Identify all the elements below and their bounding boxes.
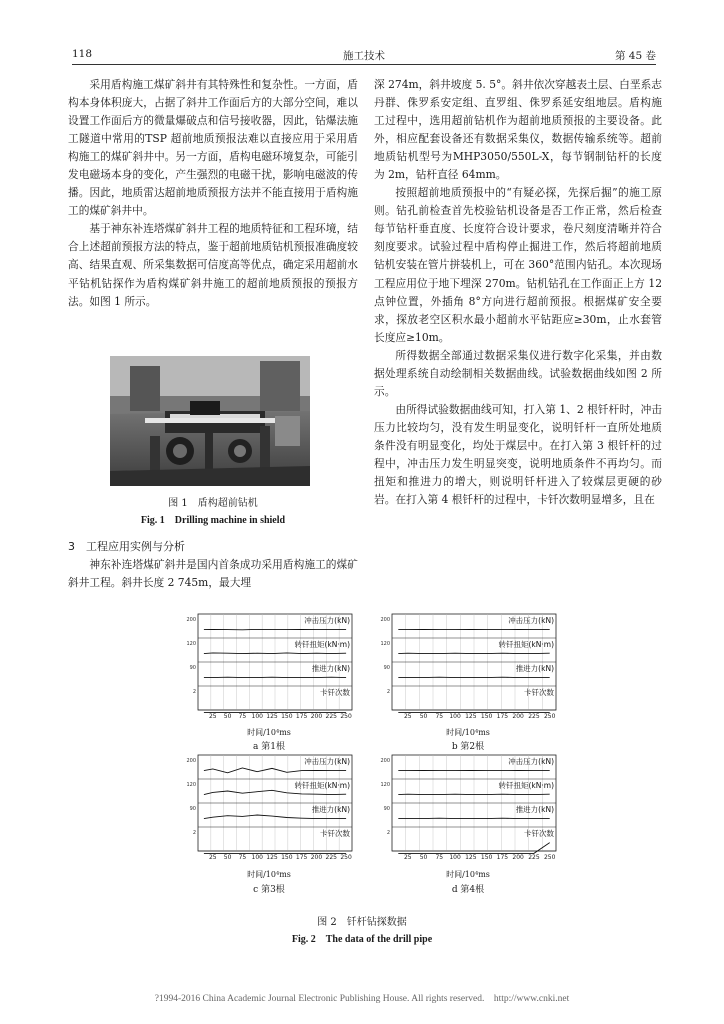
drilling-machine-illustration xyxy=(110,356,310,486)
figure1-photo xyxy=(110,356,310,486)
x-tick-label: 150 xyxy=(281,854,293,861)
x-tick-label: 100 xyxy=(449,854,461,861)
series-label: 推进力(kN) xyxy=(311,805,350,814)
series-label: 冲击压力(kN) xyxy=(304,757,350,766)
x-axis-label-a: 时间/10⁴ms xyxy=(247,728,291,737)
series-label: 推进力(kN) xyxy=(515,805,554,814)
x-tick-label: 200 xyxy=(512,854,524,861)
y-tick-label: 200 xyxy=(186,617,196,623)
x-tick-label: 25 xyxy=(403,713,412,720)
x-axis-label-d: 时间/10⁴ms xyxy=(446,870,490,879)
y-tick-label: 2 xyxy=(192,830,196,836)
paragraph: 采用盾构施工煤矿斜井有其特殊性和复杂性。一方面，盾构本身体积庞大，占据了斜井工作面后方的大部分空间，难以设置工作面后方的微量爆破点和信号接收器，因此，钻爆法施工隧道中常用的TSP 超前地质预报法难以直接应用于采用盾构施工的煤矿斜井中。另一方面，盾构电磁环境复杂，可能引发电磁场本身的变化，产生强烈的电磁干扰，影响电磁波的传播。因此，地质雷达超前地质预报方法并不能直接用于盾构施工的煤矿斜井中。 xyxy=(68,78,358,218)
chart-d-svg xyxy=(378,753,558,861)
series-label: 冲击压力(kN) xyxy=(508,757,554,766)
figure2-caption-en: Fig. 2 The data of the drill pipe xyxy=(291,934,433,945)
x-tick-label: 75 xyxy=(435,713,444,720)
y-tick-label: 120 xyxy=(186,641,196,647)
chart-panel-d xyxy=(378,753,558,861)
x-tick-label: 250 xyxy=(340,713,352,720)
x-axis-label-c: 时间/10⁴ms xyxy=(247,870,291,879)
x-tick-label: 50 xyxy=(223,854,232,861)
y-tick-label: 90 xyxy=(189,665,196,671)
x-tick-label: 100 xyxy=(251,713,263,720)
x-tick-label: 175 xyxy=(496,854,509,861)
x-tick-label: 25 xyxy=(208,854,217,861)
x-tick-label: 175 xyxy=(496,713,509,720)
paragraph: 基于神东补连塔煤矿斜井工程的地质特征和工程环境，结合上述超前预报方法的特点，鉴于超前地质钻机预报准确度较高、结果直观、所采集数据可信度高等优点，确定采用超前水平钻机钻探作为盾构煤矿斜井施工的超前地质预报的预报方法。如图 1 所示。 xyxy=(68,222,358,308)
y-tick-label: 90 xyxy=(189,806,196,812)
chart-a-svg xyxy=(184,612,354,720)
y-tick-label: 120 xyxy=(186,782,196,788)
x-tick-label: 75 xyxy=(238,713,247,720)
y-tick-label: 90 xyxy=(383,806,390,812)
left-column xyxy=(68,76,358,311)
paragraph: 深 274m，斜井坡度 5. 5°。斜井依次穿越表土层、白垩系志丹群、侏罗系安定组、直罗组、侏罗系延安组地层。盾构施工过程中，选用超前钻机作为超前地质预报的主要设备。此外，相应配套设备还有数据采集仪，数据传输系统等。超前地质钻机型号为MHP3050/550L-X，每节钢制钻杆的长度为 2m，钻杆直径 64mm。 xyxy=(374,78,662,182)
right-column xyxy=(374,76,662,509)
x-tick-label: 100 xyxy=(449,713,461,720)
figure2-caption-cn: 图 2 钎杆钻探数据 xyxy=(317,917,407,928)
series-label: 冲击压力(kN) xyxy=(508,616,554,625)
x-tick-label: 200 xyxy=(310,713,323,720)
paragraph: 由所得试验数据曲线可知，打入第 1、2 根钎杆时，冲击压力比较均匀，没有发生明显变化，说明钎杆一直所处地质条件没有明显变化，均处于煤层中。在打入第 3 根钎杆的过程中，冲击压力发生明显突变，说明地质条件不再均匀。而扭矩和推进力的增大，则说明钎杆进入了较煤层更硬的砂岩。在打入第 4 根钎杆的过程中，卡钎次数明显增多，且在 xyxy=(374,402,662,507)
series-label: 卡钎次数 xyxy=(524,829,554,838)
series-label: 转钎扭矩(kN·m) xyxy=(294,640,350,649)
x-tick-label: 150 xyxy=(480,854,493,861)
figure1-caption-en: Fig. 1 Drilling machine in shield xyxy=(140,515,286,526)
x-tick-label: 175 xyxy=(295,713,308,720)
section-heading: 3 工程应用实例与分析 xyxy=(68,540,185,553)
section3-text xyxy=(68,556,358,592)
y-tick-label: 90 xyxy=(383,665,390,671)
x-tick-label: 225 xyxy=(528,854,540,861)
x-tick-label: 200 xyxy=(512,713,524,720)
series-label: 转钎扭矩(kN·m) xyxy=(498,640,554,649)
paragraph: 神东补连塔煤矿斜井是国内首条成功采用盾构施工的煤矿斜井工程。斜井长度 2 745m，最大埋 xyxy=(68,558,358,590)
panel-b-caption: b 第2根 xyxy=(451,742,485,752)
x-tick-label: 250 xyxy=(543,713,556,720)
x-tick-label: 25 xyxy=(403,854,412,861)
header-rule xyxy=(72,64,656,65)
y-tick-label: 120 xyxy=(380,782,390,788)
journal-name: 施工技术 xyxy=(343,50,385,62)
series-label: 推进力(kN) xyxy=(515,664,554,673)
series-label: 卡钎次数 xyxy=(524,688,554,697)
x-tick-label: 25 xyxy=(208,713,217,720)
x-tick-label: 50 xyxy=(419,854,428,861)
chart-panel-c xyxy=(184,753,354,861)
figure1-caption-cn: 图 1 盾构超前钻机 xyxy=(168,498,258,509)
panel-d-caption: d 第4根 xyxy=(451,885,485,895)
y-tick-label: 2 xyxy=(192,689,196,695)
x-tick-label: 125 xyxy=(465,713,477,720)
x-axis-label-b: 时间/10⁴ms xyxy=(446,728,490,737)
x-tick-label: 225 xyxy=(528,713,540,720)
panel-c-caption: c 第3根 xyxy=(253,885,285,895)
page-header xyxy=(72,48,656,64)
copyright-footer: ?1994-2016 China Academic Journal Electronic Publishing House. All rights reserved. http://www.cnki.net xyxy=(154,994,570,1004)
y-tick-label: 200 xyxy=(380,758,390,764)
x-tick-label: 250 xyxy=(543,854,556,861)
chart-panel-b xyxy=(378,612,558,720)
paragraph: 所得数据全部通过数据采集仪进行数字化采集，并由数据处理系统自动绘制相关数据曲线。试验数据曲线如图 2 所示。 xyxy=(374,348,662,398)
x-tick-label: 125 xyxy=(266,713,278,720)
y-tick-label: 2 xyxy=(386,689,390,695)
x-tick-label: 50 xyxy=(223,713,232,720)
panel-a-caption: a 第1根 xyxy=(253,742,285,752)
y-tick-label: 200 xyxy=(380,617,390,623)
series-label: 卡钎次数 xyxy=(320,688,350,697)
chart-c-svg xyxy=(184,753,354,861)
x-tick-label: 75 xyxy=(435,854,444,861)
series-label: 推进力(kN) xyxy=(311,664,350,673)
series-label: 转钎扭矩(kN·m) xyxy=(294,781,350,790)
volume-label: 第 45 卷 xyxy=(614,50,656,62)
x-tick-label: 225 xyxy=(325,713,337,720)
x-tick-label: 150 xyxy=(281,713,293,720)
x-tick-label: 175 xyxy=(295,854,308,861)
x-tick-label: 150 xyxy=(480,713,493,720)
x-tick-label: 75 xyxy=(238,854,247,861)
x-tick-label: 50 xyxy=(419,713,428,720)
x-tick-label: 250 xyxy=(340,854,352,861)
y-tick-label: 200 xyxy=(186,758,196,764)
chart-panel-a xyxy=(184,612,354,720)
x-tick-label: 100 xyxy=(251,854,263,861)
series-label: 转钎扭矩(kN·m) xyxy=(498,781,554,790)
x-tick-label: 225 xyxy=(325,854,337,861)
x-tick-label: 200 xyxy=(310,854,323,861)
page-number: 118 xyxy=(72,48,93,60)
series-label: 冲击压力(kN) xyxy=(304,616,350,625)
chart-b-svg xyxy=(378,612,558,720)
y-tick-label: 2 xyxy=(386,830,390,836)
y-tick-label: 120 xyxy=(380,641,390,647)
x-tick-label: 125 xyxy=(465,854,477,861)
paragraph: 按照超前地质预报中的“有疑必探，先探后掘”的施工原则。钻孔前检查首先校验钻机设备是否工作正常，然后检查每节钻杆垂直度、长度符合设计要求，卷尺刻度清晰并符合刻度要求。试验过程中盾构停止掘进工作，然后将超前地质钻机安装在管片拼装机上，可在 360°范围内钻孔。本次现场工程应用位于地下埋深 270m。钻机钻孔在工作面正上方 12 点钟位置，外插角 8°方向进行超前预报。根据煤矿安全要求，探放老空区积水最小超前水平钻距应≥30m，止水套管长度应≥10m。 xyxy=(374,186,662,344)
series-label: 卡钎次数 xyxy=(320,829,350,838)
x-tick-label: 125 xyxy=(266,854,278,861)
